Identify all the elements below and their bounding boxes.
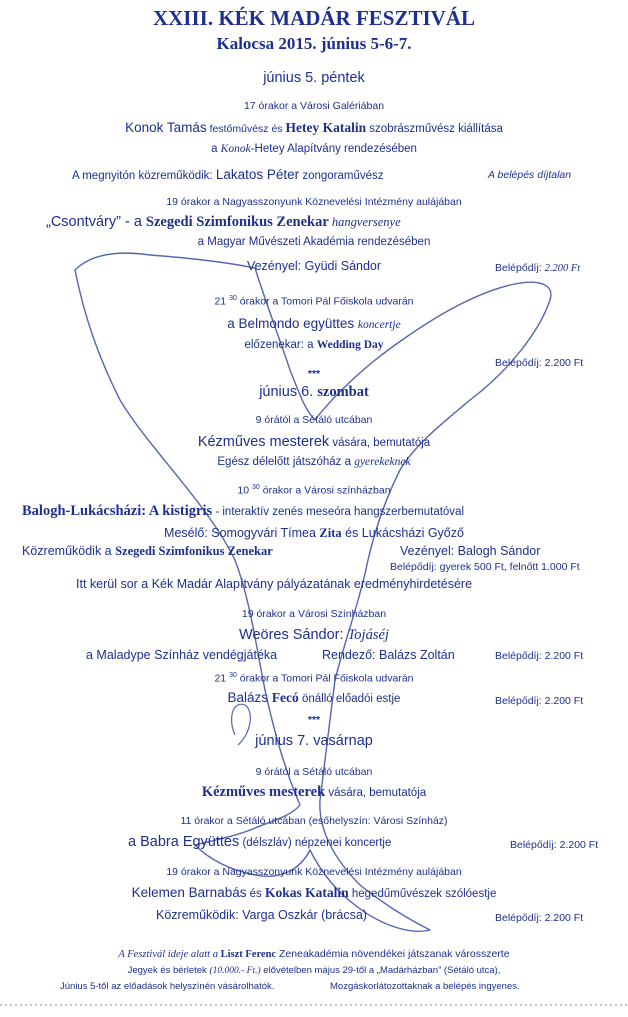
day1-event3-opening-act: előzenekar: a Wedding Day xyxy=(244,339,384,351)
day3-event1-title: Kézműves mesterek vására, bemutatója xyxy=(201,784,427,800)
day1-event1-title: Konok Tamás festőművész és Hetey Katalin szobrászművész kiállítása xyxy=(125,120,503,135)
day2-event1-time: 9 órától a Sétáló utcában xyxy=(255,414,373,426)
day1-event1-opening: A megnyitón közreműködik: Lakatos Péter zongoraművész xyxy=(72,167,384,182)
day2-event3-title: Weöres Sándor: Tojáséj xyxy=(239,627,389,643)
day2-event2-storyteller: Mesélő: Somogyvári Tímea Zita és Lukácsházi Győző xyxy=(164,526,464,540)
day3-event3-price: Belépődíj: 2.200 Ft xyxy=(495,912,584,924)
footer-line1: A Fesztivál ideje alatt a Liszt Ferenc Zeneakadémia növendékei játszanak városszerte xyxy=(118,948,510,960)
day2-event4-price: Belépődíj: 2.200 Ft xyxy=(495,695,584,707)
day2-event2-title: Balogh-Lukácsházi: A kistigris - interaktív zenés meseóra hangszerbemutatóval xyxy=(22,503,465,519)
day2-event2-conductor: Vezényel: Balogh Sándor xyxy=(400,544,541,558)
day1-event2-title: „Csontváry” - a Szegedi Szimfonikus Zenekar hangversenye xyxy=(46,214,401,230)
day3-event2-time: 11 órakor a Sétáló utcában (esőhelyszín: Városi Színház) xyxy=(180,815,448,827)
day2-event3-troupe: a Maladype Színház vendégjátéka xyxy=(86,648,278,662)
day2-event2-note: Itt kerül sor a Kék Madár Alapítvány pályázatának eredményhirdetésére xyxy=(76,577,473,591)
day2-event2-time: 10 $^{30}$ órakor a Városi színházban xyxy=(237,484,391,497)
day2-event3-director: Rendező: Balázs Zoltán xyxy=(322,648,455,662)
day2-event4-time: 21 $^{30}$ órakor a Tomori Pál Főiskola udvarán xyxy=(214,672,414,685)
day2-event3-time: 19 órakor a Városi Színházban xyxy=(241,608,387,620)
footer-line3-left: Június 5-től az előadások helyszínén vásárolhatók. xyxy=(60,981,275,992)
day1-event3-time: 21 $^{30}$ órakor a Tomori Pál Főiskola udvarán xyxy=(214,295,414,308)
day1-event2-time: 19 órakor a Nagyasszonyunk Köznevelési Intézmény aulájában xyxy=(166,196,462,208)
day1-event1-free-entry: A belépés díjtalan xyxy=(488,169,572,181)
day1-event2-organizer: a Magyar Művészeti Akadémia rendezésében xyxy=(197,236,431,248)
day2-event4-title: Balázs Fecó önálló előadói estje xyxy=(227,690,401,705)
footer-line2: Jegyek és bérletek (10.000.- Ft.) elővételben május 29-től a „Madárházban” (Sétáló utca), xyxy=(127,965,501,976)
day1-event2-conductor: Vezényel: Gyüdi Sándor xyxy=(246,259,382,273)
day3-event2-price: Belépődíj: 2.200 Ft xyxy=(510,839,599,851)
day1-heading: június 5. péntek xyxy=(263,70,365,86)
day3-event2-title: a Babra Együttes (délszláv) népzenei koncertje xyxy=(128,834,392,850)
day1-separator: *** xyxy=(307,368,321,380)
day2-event2-price: Belépődíj: gyerek 500 Ft, felnőtt 1.000 Ft xyxy=(390,561,580,573)
day2-event3-price: Belépődíj: 2.200 Ft xyxy=(495,650,584,662)
day3-event3-time: 19 órakor a Nagyasszonyunk Köznevelési Intézmény aulájában xyxy=(166,866,462,878)
day2-event1-title: Kézműves mesterek vására, bemutatója xyxy=(197,434,431,450)
day3-event1-time: 9 órától a Sétáló utcában xyxy=(255,766,373,778)
day1-event2-price: Belépődíj: 2.200 Ft xyxy=(495,262,581,274)
day3-heading: június 7. vasárnap xyxy=(255,733,373,749)
day2-separator: *** xyxy=(307,714,321,726)
day2-event2-performers: Közreműködik a Szegedi Szimfonikus Zenekar xyxy=(22,544,273,558)
festival-title: XXIII. KÉK MADÁR FESZTIVÁL xyxy=(152,6,476,30)
day1-event1-organizer: a Konok-Hetey Alapítvány rendezésében xyxy=(211,143,417,155)
day1-event3-title: a Belmondo együttes koncertje xyxy=(227,316,401,331)
day2-heading: június 6. szombat xyxy=(259,384,369,400)
day3-event3-title: Kelemen Barnabás és Kokas Katalin hegedűművészek szólóestje xyxy=(131,885,497,900)
day1-event3-price: Belépődíj: 2.200 Ft xyxy=(495,357,584,369)
footer-line3-right: Mozgáskorlátozottaknak a belépés ingyenes. xyxy=(330,981,520,992)
day2-event1-subtitle: Egész délelőtt játszóház a gyerekeknek xyxy=(217,456,411,468)
bottom-dotted-divider xyxy=(0,1003,628,1007)
festival-subtitle: Kalocsa 2015. június 5-6-7. xyxy=(216,34,412,53)
day3-event3-performer: Közreműködik: Varga Oszkár (brácsa) xyxy=(156,908,367,922)
day1-event1-time: 17 órakor a Városi Galériában xyxy=(243,100,385,112)
